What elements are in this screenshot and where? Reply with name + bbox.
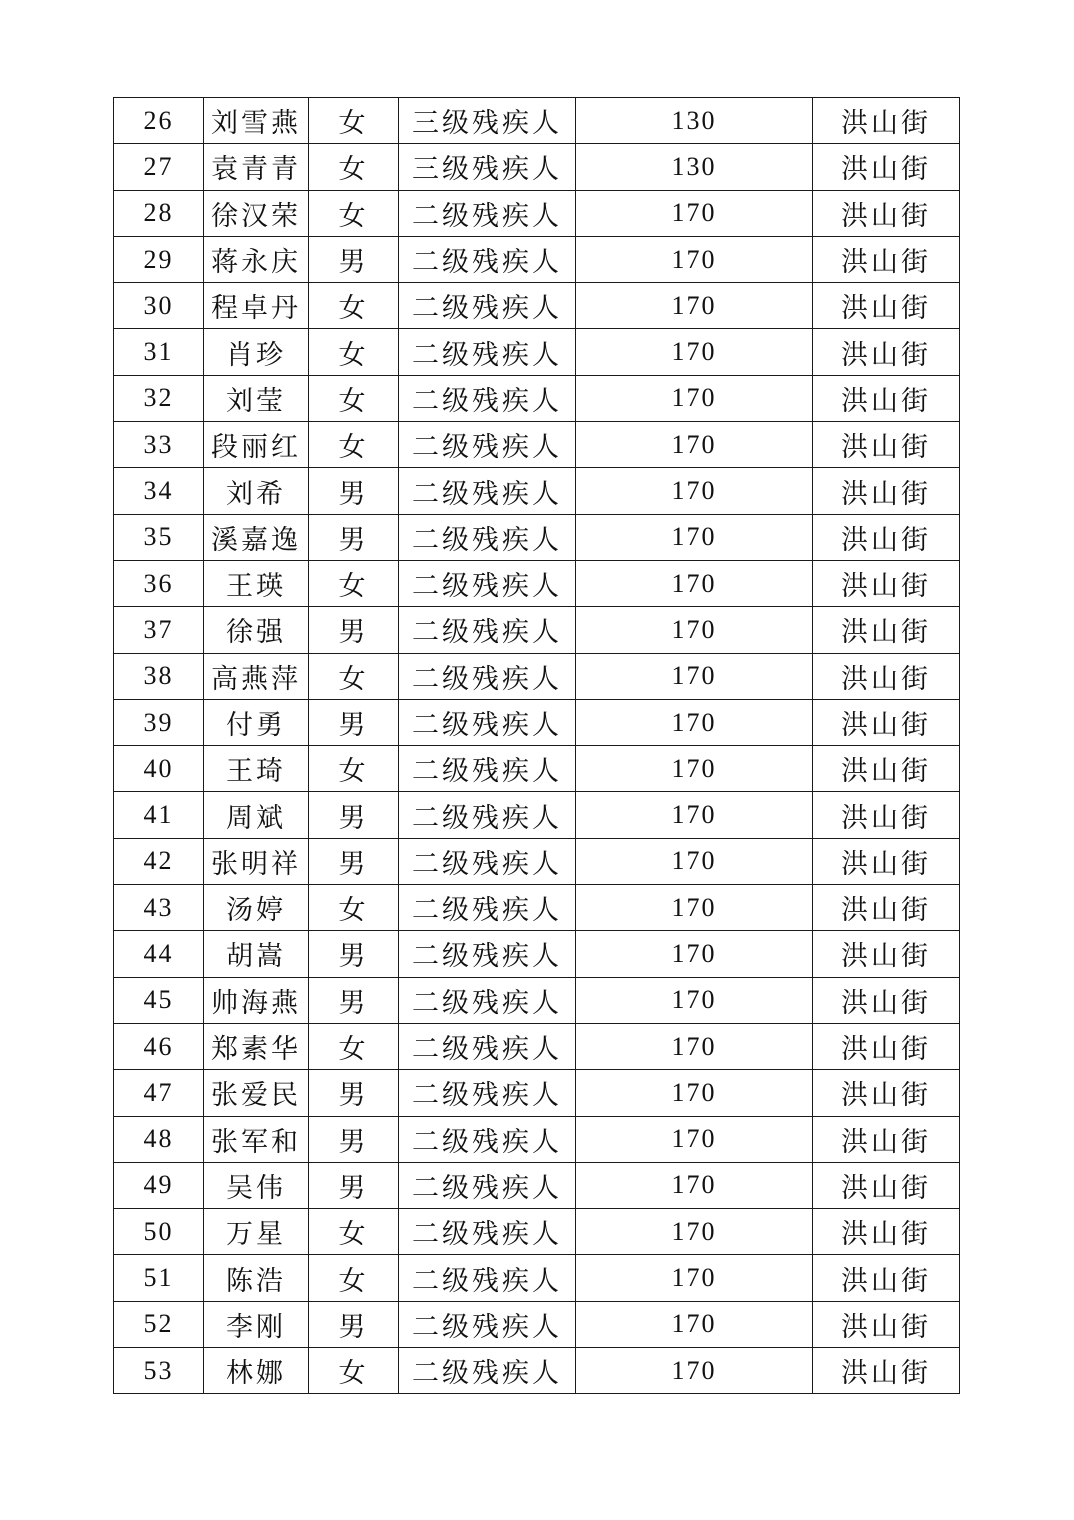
cell-name: 刘莹: [204, 375, 309, 421]
cell-gender: 男: [309, 1162, 399, 1208]
cell-name: 程卓丹: [204, 283, 309, 329]
cell-disability-level: 二级残疾人: [399, 699, 576, 745]
cell-gender: 男: [309, 838, 399, 884]
cell-street: 洪山街: [813, 1255, 960, 1301]
subsidy-roster-table: [113, 97, 960, 1394]
table-row: [114, 190, 960, 236]
cell-gender: 女: [309, 560, 399, 606]
table-row: [114, 792, 960, 838]
cell-amount: 170: [576, 931, 813, 977]
cell-gender: 男: [309, 607, 399, 653]
cell-street: 洪山街: [813, 560, 960, 606]
cell-street: 洪山街: [813, 1348, 960, 1394]
cell-amount: 170: [576, 560, 813, 606]
cell-street: 洪山街: [813, 1070, 960, 1116]
cell-number: 41: [114, 792, 204, 838]
cell-amount: 170: [576, 1348, 813, 1394]
cell-number: 37: [114, 607, 204, 653]
table-row: [114, 1301, 960, 1347]
cell-disability-level: 二级残疾人: [399, 746, 576, 792]
cell-street: 洪山街: [813, 885, 960, 931]
cell-number: 31: [114, 329, 204, 375]
cell-name: 高燕萍: [204, 653, 309, 699]
cell-amount: 170: [576, 607, 813, 653]
cell-street: 洪山街: [813, 283, 960, 329]
cell-name: 蒋永庆: [204, 236, 309, 282]
cell-amount: 170: [576, 236, 813, 282]
cell-disability-level: 二级残疾人: [399, 1070, 576, 1116]
cell-gender: 男: [309, 236, 399, 282]
cell-name: 袁青青: [204, 144, 309, 190]
cell-disability-level: 二级残疾人: [399, 977, 576, 1023]
cell-gender: 男: [309, 931, 399, 977]
cell-number: 46: [114, 1023, 204, 1069]
roster-body: [114, 98, 960, 1394]
cell-number: 49: [114, 1162, 204, 1208]
cell-name: 徐强: [204, 607, 309, 653]
cell-gender: 女: [309, 283, 399, 329]
cell-street: 洪山街: [813, 329, 960, 375]
cell-gender: 女: [309, 1023, 399, 1069]
cell-disability-level: 二级残疾人: [399, 607, 576, 653]
cell-disability-level: 二级残疾人: [399, 885, 576, 931]
table-row: [114, 1162, 960, 1208]
cell-amount: 170: [576, 977, 813, 1023]
cell-number: 51: [114, 1255, 204, 1301]
cell-amount: 130: [576, 98, 813, 144]
cell-amount: 170: [576, 514, 813, 560]
cell-disability-level: 二级残疾人: [399, 931, 576, 977]
cell-disability-level: 二级残疾人: [399, 1301, 576, 1347]
cell-disability-level: 二级残疾人: [399, 329, 576, 375]
cell-amount: 170: [576, 1255, 813, 1301]
cell-street: 洪山街: [813, 607, 960, 653]
cell-street: 洪山街: [813, 699, 960, 745]
cell-name: 肖珍: [204, 329, 309, 375]
cell-street: 洪山街: [813, 792, 960, 838]
table-row: [114, 746, 960, 792]
cell-number: 50: [114, 1209, 204, 1255]
cell-disability-level: 三级残疾人: [399, 144, 576, 190]
table-row: [114, 885, 960, 931]
cell-name: 林娜: [204, 1348, 309, 1394]
cell-gender: 女: [309, 422, 399, 468]
cell-amount: 170: [576, 792, 813, 838]
table-row: [114, 560, 960, 606]
table-row: [114, 98, 960, 144]
cell-street: 洪山街: [813, 98, 960, 144]
cell-number: 26: [114, 98, 204, 144]
cell-name: 张明祥: [204, 838, 309, 884]
table-row: [114, 422, 960, 468]
table-row: [114, 283, 960, 329]
table-row: [114, 931, 960, 977]
cell-name: 溪嘉逸: [204, 514, 309, 560]
table-row: [114, 1348, 960, 1394]
cell-gender: 男: [309, 514, 399, 560]
cell-name: 周斌: [204, 792, 309, 838]
cell-name: 段丽红: [204, 422, 309, 468]
table-row: [114, 653, 960, 699]
table-row: [114, 699, 960, 745]
cell-gender: 女: [309, 98, 399, 144]
cell-amount: 170: [576, 190, 813, 236]
cell-number: 43: [114, 885, 204, 931]
cell-disability-level: 二级残疾人: [399, 375, 576, 421]
cell-amount: 170: [576, 1023, 813, 1069]
cell-number: 30: [114, 283, 204, 329]
cell-disability-level: 二级残疾人: [399, 190, 576, 236]
cell-gender: 女: [309, 329, 399, 375]
cell-number: 38: [114, 653, 204, 699]
cell-amount: 170: [576, 885, 813, 931]
cell-number: 45: [114, 977, 204, 1023]
cell-street: 洪山街: [813, 144, 960, 190]
cell-street: 洪山街: [813, 190, 960, 236]
cell-number: 44: [114, 931, 204, 977]
cell-name: 张军和: [204, 1116, 309, 1162]
cell-disability-level: 二级残疾人: [399, 1162, 576, 1208]
table-row: [114, 468, 960, 514]
cell-street: 洪山街: [813, 236, 960, 282]
table-row: [114, 1023, 960, 1069]
cell-disability-level: 二级残疾人: [399, 236, 576, 282]
cell-gender: 男: [309, 1116, 399, 1162]
table-row: [114, 1255, 960, 1301]
cell-name: 胡嵩: [204, 931, 309, 977]
cell-number: 36: [114, 560, 204, 606]
cell-amount: 170: [576, 329, 813, 375]
cell-name: 吴伟: [204, 1162, 309, 1208]
cell-amount: 170: [576, 375, 813, 421]
cell-name: 张爱民: [204, 1070, 309, 1116]
cell-number: 53: [114, 1348, 204, 1394]
cell-street: 洪山街: [813, 514, 960, 560]
cell-name: 万星: [204, 1209, 309, 1255]
cell-amount: 170: [576, 468, 813, 514]
cell-gender: 女: [309, 190, 399, 236]
cell-gender: 男: [309, 977, 399, 1023]
cell-gender: 男: [309, 1070, 399, 1116]
cell-disability-level: 二级残疾人: [399, 1023, 576, 1069]
cell-disability-level: 二级残疾人: [399, 838, 576, 884]
cell-number: 27: [114, 144, 204, 190]
table-row: [114, 236, 960, 282]
table-row: [114, 514, 960, 560]
cell-name: 汤婷: [204, 885, 309, 931]
table-row: [114, 1070, 960, 1116]
cell-gender: 男: [309, 1301, 399, 1347]
cell-street: 洪山街: [813, 1301, 960, 1347]
table-row: [114, 977, 960, 1023]
cell-street: 洪山街: [813, 1116, 960, 1162]
table-row: [114, 1116, 960, 1162]
cell-street: 洪山街: [813, 375, 960, 421]
cell-disability-level: 二级残疾人: [399, 1348, 576, 1394]
cell-number: 42: [114, 838, 204, 884]
cell-gender: 女: [309, 885, 399, 931]
cell-gender: 女: [309, 1255, 399, 1301]
cell-disability-level: 二级残疾人: [399, 1255, 576, 1301]
table-row: [114, 607, 960, 653]
table-row: [114, 1209, 960, 1255]
cell-amount: 170: [576, 1301, 813, 1347]
cell-name: 陈浩: [204, 1255, 309, 1301]
cell-name: 徐汉荣: [204, 190, 309, 236]
cell-gender: 男: [309, 699, 399, 745]
cell-disability-level: 二级残疾人: [399, 422, 576, 468]
cell-disability-level: 二级残疾人: [399, 560, 576, 606]
cell-disability-level: 二级残疾人: [399, 1116, 576, 1162]
cell-name: 郑素华: [204, 1023, 309, 1069]
cell-name: 帅海燕: [204, 977, 309, 1023]
cell-name: 刘雪燕: [204, 98, 309, 144]
cell-gender: 女: [309, 144, 399, 190]
cell-street: 洪山街: [813, 838, 960, 884]
cell-amount: 170: [576, 283, 813, 329]
cell-number: 39: [114, 699, 204, 745]
cell-gender: 男: [309, 792, 399, 838]
cell-disability-level: 二级残疾人: [399, 792, 576, 838]
cell-number: 28: [114, 190, 204, 236]
cell-number: 35: [114, 514, 204, 560]
cell-number: 29: [114, 236, 204, 282]
cell-disability-level: 二级残疾人: [399, 468, 576, 514]
cell-gender: 女: [309, 653, 399, 699]
cell-gender: 女: [309, 746, 399, 792]
cell-street: 洪山街: [813, 931, 960, 977]
cell-disability-level: 二级残疾人: [399, 283, 576, 329]
cell-gender: 女: [309, 1348, 399, 1394]
table-row: [114, 144, 960, 190]
cell-disability-level: 三级残疾人: [399, 98, 576, 144]
cell-amount: 170: [576, 838, 813, 884]
cell-name: 付勇: [204, 699, 309, 745]
cell-disability-level: 二级残疾人: [399, 653, 576, 699]
cell-street: 洪山街: [813, 1209, 960, 1255]
cell-number: 34: [114, 468, 204, 514]
cell-name: 王琦: [204, 746, 309, 792]
cell-amount: 170: [576, 1116, 813, 1162]
table-row: [114, 329, 960, 375]
cell-street: 洪山街: [813, 1023, 960, 1069]
cell-gender: 女: [309, 1209, 399, 1255]
cell-street: 洪山街: [813, 1162, 960, 1208]
cell-amount: 170: [576, 699, 813, 745]
cell-number: 47: [114, 1070, 204, 1116]
cell-disability-level: 二级残疾人: [399, 1209, 576, 1255]
cell-amount: 170: [576, 1162, 813, 1208]
cell-number: 40: [114, 746, 204, 792]
cell-street: 洪山街: [813, 746, 960, 792]
cell-street: 洪山街: [813, 977, 960, 1023]
cell-name: 刘希: [204, 468, 309, 514]
cell-disability-level: 二级残疾人: [399, 514, 576, 560]
cell-street: 洪山街: [813, 653, 960, 699]
cell-street: 洪山街: [813, 468, 960, 514]
cell-name: 李刚: [204, 1301, 309, 1347]
cell-number: 52: [114, 1301, 204, 1347]
cell-gender: 女: [309, 375, 399, 421]
table-row: [114, 375, 960, 421]
cell-gender: 男: [309, 468, 399, 514]
cell-number: 33: [114, 422, 204, 468]
cell-amount: 170: [576, 422, 813, 468]
cell-amount: 170: [576, 653, 813, 699]
table-row: [114, 838, 960, 884]
cell-amount: 170: [576, 746, 813, 792]
cell-amount: 170: [576, 1070, 813, 1116]
cell-amount: 130: [576, 144, 813, 190]
cell-name: 王瑛: [204, 560, 309, 606]
cell-street: 洪山街: [813, 422, 960, 468]
cell-number: 32: [114, 375, 204, 421]
cell-amount: 170: [576, 1209, 813, 1255]
cell-number: 48: [114, 1116, 204, 1162]
